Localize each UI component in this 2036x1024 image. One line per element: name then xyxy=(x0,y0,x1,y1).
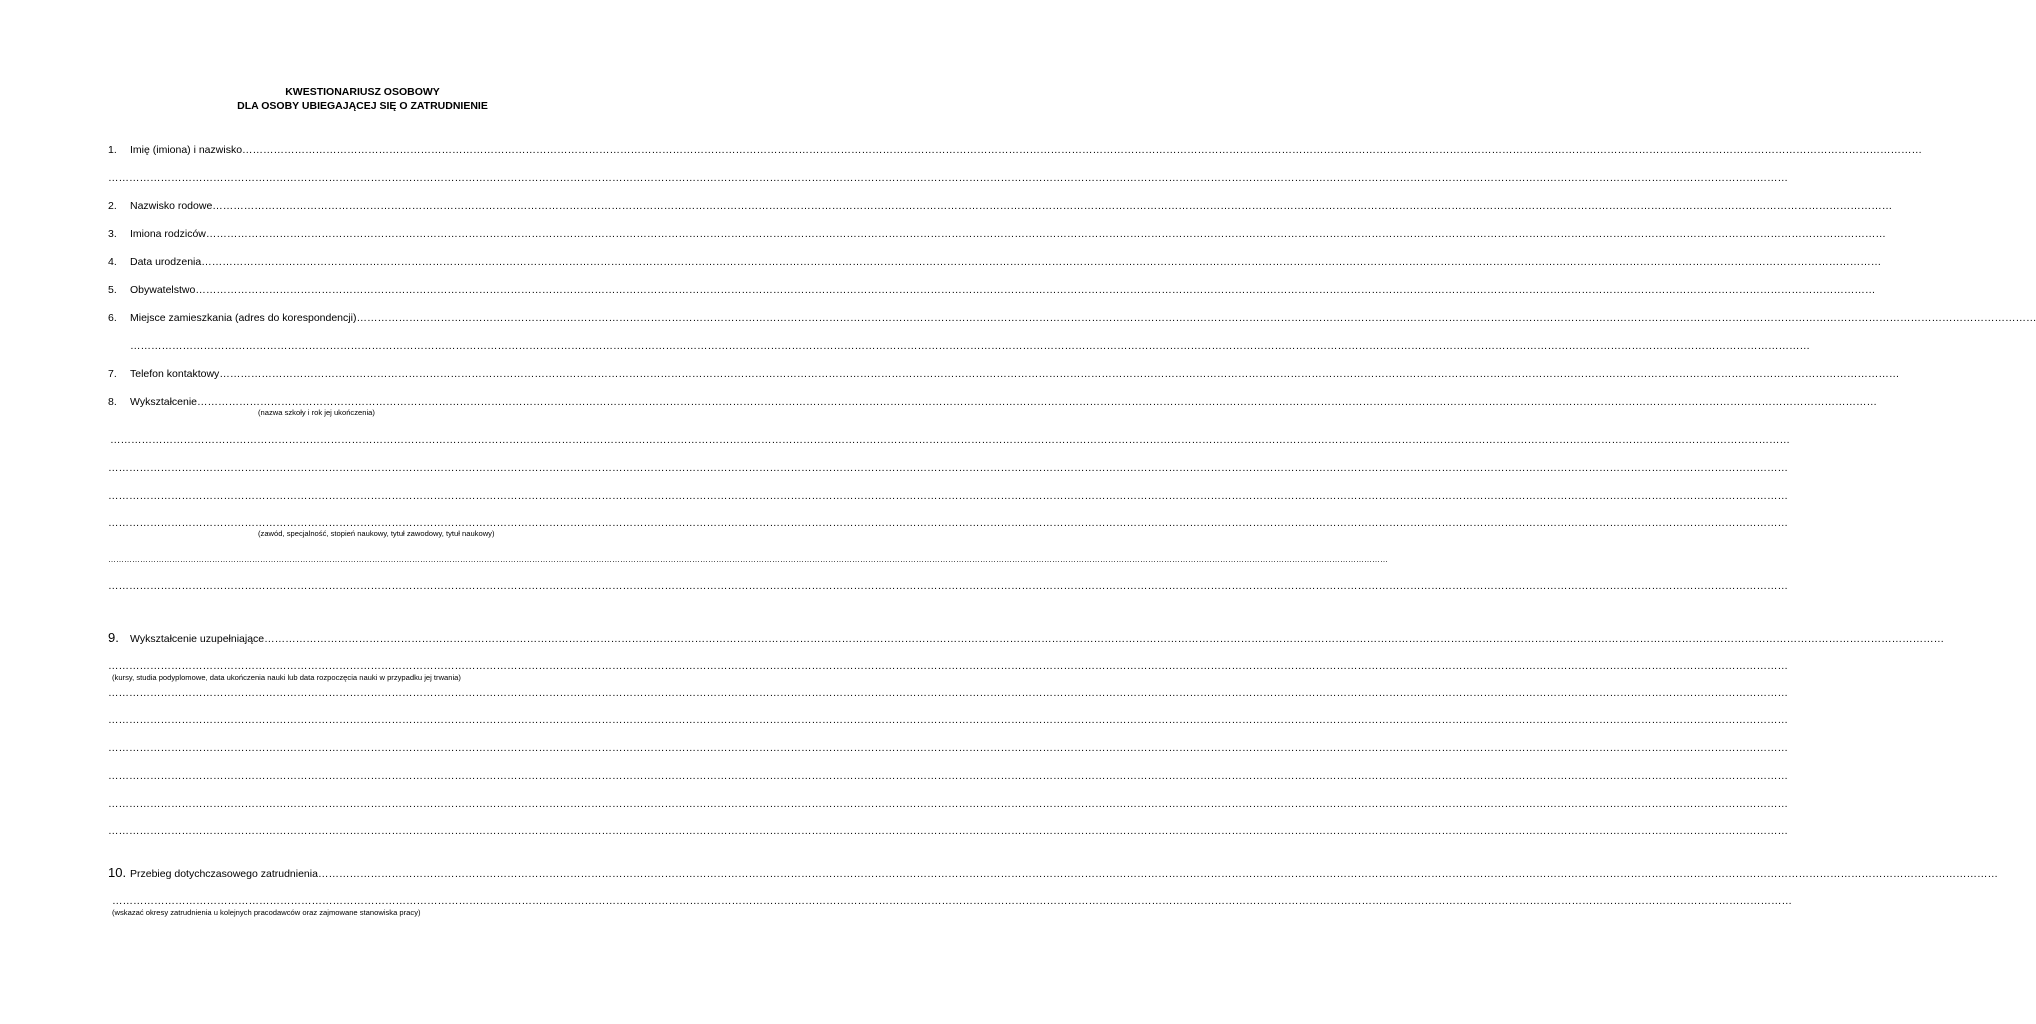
item-number: 7. xyxy=(108,368,117,380)
answer-line[interactable]: ………………………………………………………………………………………………………………………………………………………………………………………………………………………………………………………………………………………………………………………………………………………………………………………………………………………………………… xyxy=(108,660,1788,672)
field-label: Miejsce zamieszkania (adres do korespondencji) xyxy=(130,312,357,324)
field-label: Telefon kontaktowy xyxy=(130,368,220,380)
item-number: 10. xyxy=(108,865,127,880)
field-label: Imię (imiona) i nazwisko xyxy=(130,144,243,156)
answer-dots: ………………………………………………………………………………………………………………………………………………………………………………………………………………………………………………………………………………………………………………………………………………………………………………………………………………………………………… xyxy=(212,200,1893,212)
field-citizenship[interactable] xyxy=(108,284,1876,297)
field-label: Wykształcenie xyxy=(130,396,198,408)
item-number: 5. xyxy=(108,284,117,296)
form-title-line1: KWESTIONARIUSZ OSOBOWY xyxy=(285,86,440,98)
answer-line[interactable]: ………………………………………………………………………………………………………………………………………………………………………………………………………………………………………………………………………………………………………………………………………………………………………………………………………………………………………… xyxy=(108,770,1788,782)
answer-dots: ………………………………………………………………………………………………………………………………………………………………………………………………………………………………………………………………………………………………………………………………………………………………………………………………………………………………………… xyxy=(205,228,1886,240)
field-phone[interactable] xyxy=(108,368,1900,381)
field-label: Nazwisko rodowe xyxy=(130,200,213,212)
field-name[interactable] xyxy=(108,144,1923,157)
field-label: Obywatelstwo xyxy=(130,284,196,296)
item-number: 1. xyxy=(108,144,117,156)
item-number: 4. xyxy=(108,256,117,268)
answer-line[interactable]: ………………………………………………………………………………………………………………………………………………………………………………………………………………………………………………………………………………………………………………………………………………………………………………………………………………………………………… xyxy=(108,798,1788,810)
item-number: 6. xyxy=(108,312,117,324)
item-number: 9. xyxy=(108,630,119,645)
answer-line[interactable]: ………………………………………………………………………………………………………………………………………………………………………………………………………………………………………………………………………………………………………………………………………………………………………………………………………………………………………… xyxy=(108,714,1788,726)
answer-line[interactable]: ………………………………………………………………………………………………………………………………………………………………………………………………………………………………………………………………………………………………………………………………………………………………………………………………………………………………………… xyxy=(112,895,1792,907)
hint-school: (nazwa szkoły i rok jej ukończenia) xyxy=(258,408,375,417)
item-number: 8. xyxy=(108,396,117,408)
answer-line[interactable]: ………………………………………………………………………………………………………………………………………………………………………………………………………………………………………………………………………………………………………………………………………………………………………………………………………………………………………… xyxy=(108,687,1788,699)
answer-line[interactable]: ………………………………………………………………………………………………………………………………………………………………………………………………………………………………………………………………………………………………………………………………………………………………………………………………………………………………………… xyxy=(108,555,1388,564)
field-label: Wykształcenie uzupełniające xyxy=(130,633,265,645)
answer-dots: ………………………………………………………………………………………………………………………………………………………………………………………………………………………………………………………………………………………………………………………………………………………………………………………………………………………………………… xyxy=(264,633,1945,645)
answer-line[interactable]: ………………………………………………………………………………………………………………………………………………………………………………………………………………………………………………………………………………………………………………………………………………………………………………………………………………………………………… xyxy=(108,580,1788,592)
field-further-education[interactable] xyxy=(108,630,1945,646)
field-birth-date[interactable] xyxy=(108,256,1882,269)
answer-line[interactable]: ………………………………………………………………………………………………………………………………………………………………………………………………………………………………………………………………………………………………………………………………………………………………………………………………………………………………………… xyxy=(108,825,1788,837)
answer-line[interactable]: ………………………………………………………………………………………………………………………………………………………………………………………………………………………………………………………………………………………………………………………………………………………………………………………………………………………………………… xyxy=(108,462,1788,474)
answer-line[interactable]: ………………………………………………………………………………………………………………………………………………………………………………………………………………………………………………………………………………………………………………………………………………………………………………………………………………………………………… xyxy=(110,434,1790,446)
answer-dots: ………………………………………………………………………………………………………………………………………………………………………………………………………………………………………………………………………………………………………………………………………………………………………………………………………………………………………… xyxy=(356,312,2036,324)
item-number: 2. xyxy=(108,200,117,212)
field-employment-history[interactable] xyxy=(108,865,1998,881)
field-maiden-name[interactable] xyxy=(108,200,1893,213)
field-label: Data urodzenia xyxy=(130,256,202,268)
form-title-line2: DLA OSOBY UBIEGAJĄCEJ SIĘ O ZATRUDNIENIE xyxy=(237,100,488,112)
item-number: 3. xyxy=(108,228,117,240)
field-parents-names[interactable] xyxy=(108,228,1886,241)
answer-dots: ………………………………………………………………………………………………………………………………………………………………………………………………………………………………………………………………………………………………………………………………………………………………………………………………………………………………………… xyxy=(219,368,1900,380)
answer-dots: ………………………………………………………………………………………………………………………………………………………………………………………………………………………………………………………………………………………………………………………………………………………………………………………………………………………………………… xyxy=(317,868,1998,880)
field-address[interactable] xyxy=(108,312,2036,325)
answer-dots: ………………………………………………………………………………………………………………………………………………………………………………………………………………………………………………………………………………………………………………………………………………………………………………………………………………………………………… xyxy=(201,256,1882,268)
answer-line[interactable]: ………………………………………………………………………………………………………………………………………………………………………………………………………………………………………………………………………………………………………………………………………………………………………………………………………………………………………… xyxy=(108,172,1788,184)
answer-line[interactable]: ………………………………………………………………………………………………………………………………………………………………………………………………………………………………………………………………………………………………………………………………………………………………………………………………………………………………………… xyxy=(108,517,1788,529)
hint-profession: (zawód, specjalność, stopień naukowy, tytuł zawodowy, tytuł naukowy) xyxy=(258,529,495,538)
field-label: Imiona rodziców xyxy=(130,228,206,240)
answer-dots: ………………………………………………………………………………………………………………………………………………………………………………………………………………………………………………………………………………………………………………………………………………………………………………………………………………………………………… xyxy=(242,144,1923,156)
answer-dots: ………………………………………………………………………………………………………………………………………………………………………………………………………………………………………………………………………………………………………………………………………………………………………………………………………………………………………… xyxy=(197,396,1878,408)
answer-dots: ………………………………………………………………………………………………………………………………………………………………………………………………………………………………………………………………………………………………………………………………………………………………………………………………………………………………………… xyxy=(195,284,1876,296)
hint-employment: (wskazać okresy zatrudnienia u kolejnych pracodawców oraz zajmowane stanowiska pracy) xyxy=(112,908,421,917)
answer-line[interactable]: ………………………………………………………………………………………………………………………………………………………………………………………………………………………………………………………………………………………………………………………………………………………………………………………………………………………………………… xyxy=(130,340,1810,352)
hint-courses: (kursy, studia podyplomowe, data ukończenia nauki lub data rozpoczęcia nauki w przypadku jej trwania) xyxy=(112,673,461,682)
answer-line[interactable]: ………………………………………………………………………………………………………………………………………………………………………………………………………………………………………………………………………………………………………………………………………………………………………………………………………………………………………… xyxy=(108,742,1788,754)
answer-line[interactable]: ………………………………………………………………………………………………………………………………………………………………………………………………………………………………………………………………………………………………………………………………………………………………………………………………………………………………………… xyxy=(108,490,1788,502)
field-label: Przebieg dotychczasowego zatrudnienia xyxy=(130,868,318,880)
